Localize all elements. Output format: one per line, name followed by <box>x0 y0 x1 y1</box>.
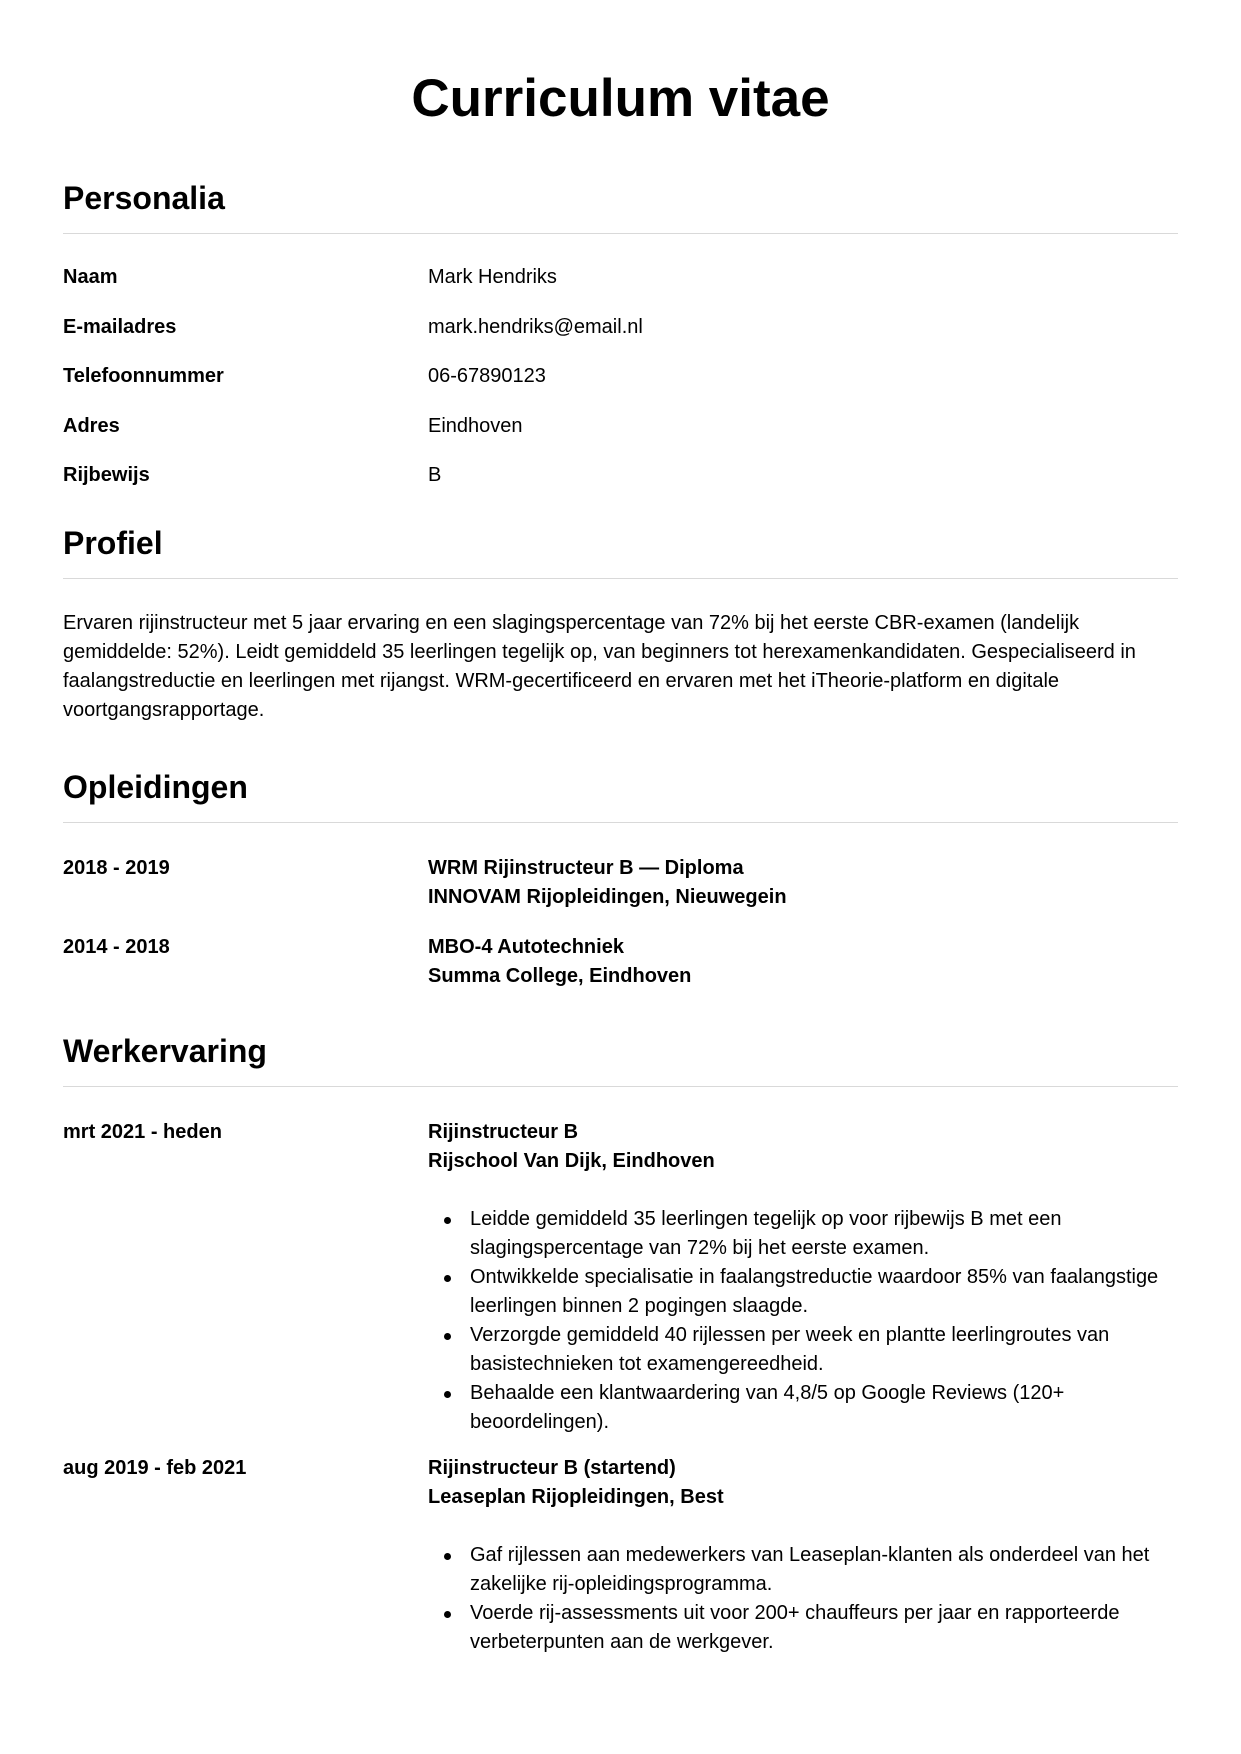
education-institution: Summa College, Eindhoven <box>428 964 692 987</box>
personalia-label: Rijbewijs <box>63 464 150 486</box>
work-bullet <box>470 1321 1178 1379</box>
document-title: Curriculum vitae <box>411 69 830 128</box>
work-details <box>428 1454 1178 1657</box>
work-details <box>428 1118 1178 1437</box>
work-company: Rijschool Van Dijk, Eindhoven <box>428 1149 715 1172</box>
personalia-row-phone <box>63 362 1178 412</box>
work-bullet <box>470 1541 1178 1599</box>
personalia-value: 06-67890123 <box>428 365 546 387</box>
section-werkervaring <box>63 1031 1178 1657</box>
work-list <box>63 1087 1178 1657</box>
bullet-dot-icon <box>444 1217 451 1224</box>
section-heading-werkervaring: Werkervaring <box>63 1032 267 1069</box>
work-bullets <box>428 1205 1178 1437</box>
bullet-dot-icon <box>444 1553 451 1560</box>
education-item <box>63 933 1178 991</box>
education-item <box>63 854 1178 912</box>
section-profiel <box>63 523 1178 725</box>
work-item <box>63 1454 1178 1657</box>
personalia-row-email <box>63 313 1178 363</box>
education-details <box>428 933 691 991</box>
education-title: WRM Rijinstructeur B — Diploma <box>428 856 744 879</box>
personalia-row-name <box>63 263 1178 313</box>
personalia-label: Naam <box>63 266 118 288</box>
work-bullet-text: Gaf rijlessen aan medewerkers van Leaseplan-klanten als onderdeel van het zakelijke rij-opleidingsprogramma. <box>470 1543 1150 1595</box>
work-role: Rijinstructeur B (startend) <box>428 1456 676 1479</box>
education-period: 2014 - 2018 <box>63 935 170 958</box>
work-bullet-text: Voerde rij-assessments uit voor 200+ chauffeurs per jaar en rapporteerde verbeterpunten aan de werkgever. <box>470 1601 1120 1653</box>
work-bullet <box>470 1205 1178 1263</box>
bullet-dot-icon <box>444 1333 451 1340</box>
personalia-value: Mark Hendriks <box>428 266 557 288</box>
education-title: MBO-4 Autotechniek <box>428 935 624 958</box>
education-details <box>428 854 787 912</box>
section-heading-opleidingen: Opleidingen <box>63 768 248 805</box>
work-company: Leaseplan Rijopleidingen, Best <box>428 1485 724 1508</box>
education-list <box>63 823 1178 991</box>
work-period: aug 2019 - feb 2021 <box>63 1456 247 1479</box>
personalia-label: E-mailadres <box>63 315 177 338</box>
personalia-label: Telefoonnummer <box>63 365 224 387</box>
work-item <box>63 1118 1178 1437</box>
personalia-row-address <box>63 412 1178 462</box>
work-bullet <box>470 1379 1178 1437</box>
bullet-dot-icon <box>444 1611 451 1618</box>
personalia-row-license <box>63 461 1178 511</box>
work-role: Rijinstructeur B <box>428 1120 579 1143</box>
education-period: 2018 - 2019 <box>63 856 170 879</box>
education-institution: INNOVAM Rijopleidingen, Nieuwegein <box>428 885 787 908</box>
work-bullet-text: Verzorgde gemiddeld 40 rijlessen per week en plantte leerlingroutes van basistechnieken tot examengereedheid. <box>470 1323 1110 1375</box>
section-opleidingen <box>63 767 1178 991</box>
work-bullet-text: Behaalde een klantwaardering van 4,8/5 op Google Reviews (120+ beoordelingen). <box>470 1381 1065 1433</box>
personalia-value: Eindhoven <box>428 414 523 437</box>
work-bullet-text: Ontwikkelde specialisatie in faalangstreductie waardoor 85% van faalangstige leerlingen binnen 2 pogingen slaagde. <box>470 1265 1159 1317</box>
personalia-list <box>63 234 1178 511</box>
section-heading-profiel: Profiel <box>63 524 163 561</box>
bullet-dot-icon <box>444 1275 451 1282</box>
section-personalia <box>63 178 1178 511</box>
section-heading-personalia: Personalia <box>63 180 225 216</box>
profile-text: Ervaren rijinstructeur met 5 jaar ervaring en een slagingspercentage van 72% bij het eerste CBR-examen (landelijk gemiddelde: 52%). Leidt gemiddeld 35 leerlingen tegelijk op, van beginners tot herexamenkandidaten. Gespecialiseerd in faalangstreductie en leerlingen met rijangst. WRM-gecertificeerd en ervaren met het iTheorie-platform en digitale voortgangsrapportage. <box>63 611 1136 721</box>
work-period: mrt 2021 - heden <box>63 1120 222 1143</box>
personalia-label: Adres <box>63 414 120 437</box>
work-bullet <box>470 1599 1178 1657</box>
work-bullet-text: Leidde gemiddeld 35 leerlingen tegelijk op voor rijbewijs B met een slagingspercentage van 72% bij het eerste examen. <box>470 1207 1062 1259</box>
personalia-value: B <box>428 464 442 486</box>
work-bullet <box>470 1263 1178 1321</box>
personalia-value: mark.hendriks@email.nl <box>428 315 643 338</box>
bullet-dot-icon <box>444 1391 451 1398</box>
work-bullets <box>428 1541 1178 1657</box>
